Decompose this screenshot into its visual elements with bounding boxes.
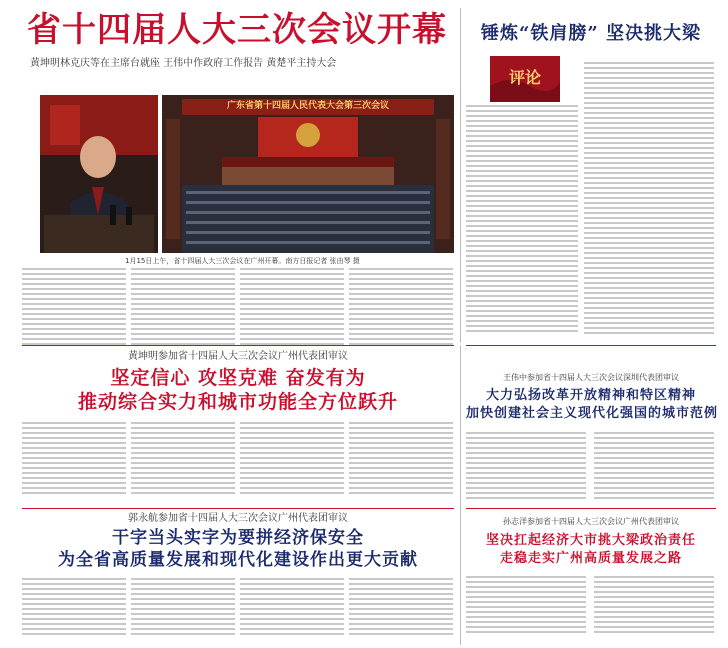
article3-headline-line1: 坚定信心 攻坚克难 奋发有为	[110, 367, 366, 389]
article4-headline-line1: 大力弘扬改革开放精神和特区精神	[485, 388, 696, 403]
article3-body-col4	[349, 422, 453, 500]
article5-headline-line2: 为全省高质量发展和现代化建设作出更大贡献	[58, 550, 418, 570]
commentary-badge	[490, 56, 560, 102]
article3-body-col1	[22, 422, 126, 500]
article6-body-col2	[594, 576, 714, 640]
article5-body-col3	[240, 578, 344, 640]
main-headline: 省十四届人大三次会议开幕	[27, 10, 447, 50]
article1-body-col4	[349, 268, 453, 350]
article4-body-col1	[466, 432, 586, 504]
article6-headline-line2: 走稳走实广州高质量发展之路	[499, 551, 682, 566]
article6-kicker: 孙志洋参加省十四届人大三次会议广州代表团审议	[503, 517, 679, 526]
article5-body-col2	[131, 578, 235, 640]
article2-body-col1a	[466, 105, 578, 340]
speaker-photo	[40, 95, 158, 253]
photo-caption: 1月15日上午，省十四届人大三次会议在广州开幕。南方日报记者 张由琴 摄	[125, 257, 360, 265]
article3-body-col2	[131, 422, 235, 500]
main-subheadline: 黄坤明林克庆等在主席台就座 王伟中作政府工作报告 黄楚平主持大会	[30, 58, 337, 69]
commentary-badge-text: 评论	[508, 68, 541, 87]
article1-body-col2	[131, 268, 235, 350]
article6-headline-line1: 坚决扛起经济大市挑大梁政治责任	[485, 533, 696, 548]
section-rule-article5	[22, 508, 454, 509]
article5-kicker: 郭永航参加省十四届人大三次会议广州代表团审议	[128, 513, 348, 524]
article2-body-col2	[584, 62, 714, 340]
hall-banner-text: 广东省第十四届人民代表大会第三次会议	[226, 101, 389, 111]
section-rule-article6	[466, 508, 716, 509]
hall-photo	[162, 95, 454, 253]
section-rule-article4	[466, 345, 716, 346]
article4-body-col2	[594, 432, 714, 504]
article4-kicker: 王伟中参加省十四届人大三次会议深圳代表团审议	[503, 373, 679, 382]
article5-body-col4	[349, 578, 453, 640]
article4-headline-line2: 加快创建社会主义现代化强国的城市范例	[466, 406, 719, 421]
article5-body-col1	[22, 578, 126, 640]
article1-body-col1	[22, 268, 126, 350]
section-rule-article3	[22, 345, 454, 346]
article3-headline-line2: 推动综合实力和城市功能全方位跃升	[77, 391, 398, 413]
column-divider-bottom	[460, 345, 461, 645]
article3-kicker: 黄坤明参加省十四届人大三次会议广州代表团审议	[128, 351, 348, 362]
article3-body-col3	[240, 422, 344, 500]
article2-headline: 锤炼“铁肩膀” 坚决挑大梁	[481, 23, 701, 44]
article1-body-col3	[240, 268, 344, 350]
article5-headline-line1: 干字当头实字为要拼经济保安全	[112, 528, 364, 548]
column-divider-top	[460, 8, 461, 343]
article6-body-col1	[466, 576, 586, 640]
